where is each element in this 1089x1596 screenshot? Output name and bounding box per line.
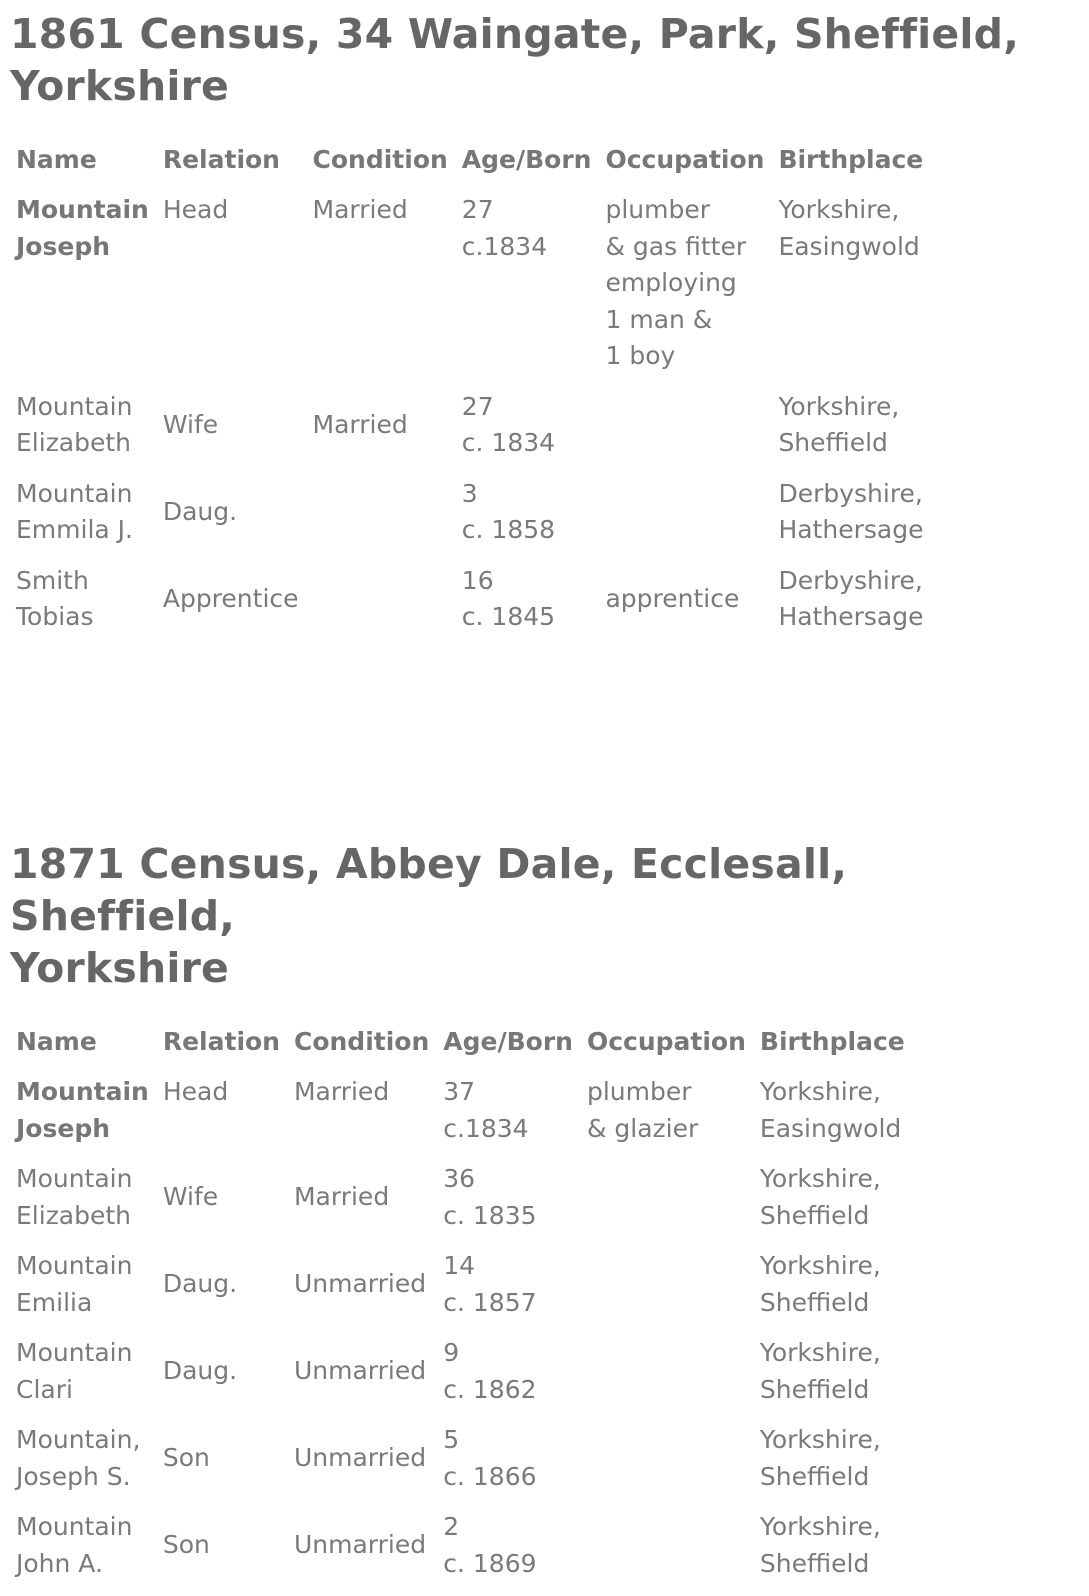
age-born-cell — [443, 1422, 587, 1509]
name-cell-line: Tobias — [16, 602, 94, 631]
table-row — [16, 1248, 919, 1335]
age-born-cell-line: 27 — [461, 391, 494, 421]
birthplace-cell-line: Easingwold — [778, 231, 920, 261]
table-row — [16, 1161, 919, 1248]
occupation-cell — [587, 1074, 760, 1161]
name-cell-line: Mountain — [16, 1077, 149, 1106]
birthplace-cell-line: Sheffield — [778, 428, 888, 457]
occupation-cell — [605, 192, 778, 389]
name-cell-line: Elizabeth — [16, 1200, 132, 1230]
birthplace-cell-line: Sheffield — [759, 1374, 870, 1404]
condition-cell: Unmarried — [293, 1269, 427, 1299]
relation-cell: Son — [162, 1530, 210, 1560]
age-born-cell-line: 3 — [461, 478, 478, 508]
name-cell-line: Smith — [16, 565, 89, 595]
name-cell — [16, 563, 163, 650]
name-cell-line: Mountain — [16, 1338, 133, 1367]
age-born-cell — [462, 476, 606, 563]
census-1861-section — [10, 8, 1080, 650]
table-row — [16, 563, 937, 650]
birthplace-cell-line: Yorkshire, — [778, 195, 900, 224]
age-born-cell — [443, 1509, 587, 1596]
age-born-cell — [443, 1161, 587, 1248]
birthplace-cell-line: Yorkshire, — [759, 1251, 881, 1280]
occupation-cell-line: apprentice — [605, 583, 740, 613]
birthplace-cell — [778, 476, 937, 563]
table-row — [16, 476, 937, 563]
age-born-cell — [443, 1248, 587, 1335]
birthplace-cell-line: Yorkshire, — [759, 1164, 881, 1193]
birthplace-cell-line: Yorkshire, — [759, 1512, 881, 1541]
name-cell-line: Mountain — [16, 195, 149, 224]
relation-cell: Head — [162, 195, 229, 224]
birthplace-cell — [760, 1248, 919, 1335]
birthplace-cell-line: Yorkshire, — [778, 391, 900, 421]
table-row — [16, 1074, 919, 1161]
birthplace-cell — [760, 1074, 919, 1161]
relation-cell: Daug. — [162, 1356, 238, 1386]
birthplace-cell-line: Yorkshire, — [759, 1425, 881, 1454]
occupation-cell-line: 1 man & — [605, 304, 713, 334]
occupation-cell-line: plumber — [586, 1077, 692, 1106]
census-1871-title — [10, 838, 1080, 994]
table-row — [16, 1422, 919, 1509]
occupation-cell-line: plumber — [605, 195, 711, 224]
age-born-cell-line: 2 — [443, 1512, 460, 1541]
age-born-cell-line: 16 — [461, 565, 494, 595]
age-born-cell-line: 37 — [443, 1077, 476, 1106]
occupation-cell-line: & gas fitter — [605, 231, 747, 261]
birthplace-cell — [760, 1335, 919, 1422]
condition-cell: Married — [293, 1182, 390, 1212]
birthplace-cell-line: Easingwold — [759, 1113, 902, 1143]
header-age-born: Age/Born — [443, 1027, 573, 1056]
age-born-cell — [462, 192, 606, 389]
age-born-cell-line: 14 — [443, 1251, 476, 1280]
census-1871-title-line2: Yorkshire — [10, 944, 230, 992]
birthplace-cell — [760, 1509, 919, 1596]
name-cell-line: Mountain — [16, 391, 133, 421]
age-born-cell — [462, 563, 606, 650]
table-header-row — [16, 1024, 919, 1074]
condition-cell — [313, 476, 462, 563]
name-cell-line: Mountain — [16, 478, 133, 508]
name-cell — [16, 1422, 163, 1509]
name-cell-line: Mountain — [16, 1251, 133, 1280]
header-name: Name — [16, 1027, 97, 1056]
name-cell — [16, 389, 163, 476]
table-row — [16, 192, 937, 389]
relation-cell: Son — [162, 1443, 210, 1473]
age-born-cell-line: c. 1858 — [461, 515, 556, 544]
occupation-cell — [605, 476, 778, 563]
header-birthplace: Birthplace — [759, 1027, 905, 1056]
birthplace-cell-line: Derbyshire, — [778, 565, 923, 595]
name-cell-line: Joseph — [16, 231, 111, 261]
table-row — [16, 389, 937, 476]
occupation-cell — [605, 563, 778, 650]
name-cell-line: Elizabeth — [16, 428, 132, 457]
birthplace-cell-line: Sheffield — [759, 1548, 870, 1578]
occupation-cell — [587, 1509, 760, 1596]
age-born-cell-line: c. 1835 — [443, 1200, 537, 1230]
occupation-cell — [587, 1335, 760, 1422]
name-cell-line: Joseph — [16, 1113, 111, 1143]
name-cell-line: Emilia — [16, 1287, 93, 1317]
name-cell — [16, 476, 163, 563]
birthplace-cell — [760, 1422, 919, 1509]
name-cell — [16, 1335, 163, 1422]
condition-cell: Unmarried — [293, 1530, 427, 1560]
age-born-cell-line: c. 1869 — [443, 1548, 537, 1578]
census-1871-section — [10, 838, 1080, 1596]
header-condition: Condition — [312, 145, 448, 174]
table-header-row — [16, 142, 937, 192]
name-cell — [16, 1509, 163, 1596]
name-cell-line: Mountain — [16, 1164, 133, 1193]
age-born-cell-line: 5 — [443, 1425, 460, 1454]
occupation-cell — [587, 1161, 760, 1248]
condition-cell: Unmarried — [293, 1356, 427, 1386]
occupation-cell-line: 1 boy — [605, 341, 676, 370]
census-1871-table — [16, 1024, 919, 1596]
name-cell — [16, 1074, 163, 1161]
birthplace-cell-line: Sheffield — [759, 1461, 870, 1491]
name-cell — [16, 192, 163, 389]
name-cell-line: John A. — [16, 1548, 103, 1578]
age-born-cell-line: 36 — [443, 1164, 476, 1193]
condition-cell: Married — [312, 409, 408, 439]
name-cell — [16, 1161, 163, 1248]
condition-cell: Married — [312, 195, 408, 224]
occupation-cell — [587, 1422, 760, 1509]
relation-cell: Daug. — [162, 496, 238, 526]
header-relation: Relation — [162, 145, 280, 174]
relation-cell: Wife — [162, 409, 219, 439]
header-birthplace: Birthplace — [778, 145, 924, 174]
condition-cell — [313, 563, 462, 650]
name-cell — [16, 1248, 163, 1335]
census-1861-title — [10, 8, 1080, 112]
header-name: Name — [16, 145, 97, 174]
table-row — [16, 1335, 919, 1422]
occupation-cell — [605, 389, 778, 476]
age-born-cell-line: c.1834 — [443, 1113, 529, 1143]
birthplace-cell — [778, 192, 937, 389]
birthplace-cell-line: Sheffield — [759, 1200, 870, 1230]
header-age-born: Age/Born — [461, 145, 592, 174]
census-1861-table — [16, 142, 937, 650]
name-cell-line: Emmila J. — [16, 515, 133, 544]
header-occupation: Occupation — [605, 145, 765, 174]
occupation-cell — [587, 1248, 760, 1335]
header-occupation: Occupation — [586, 1027, 746, 1056]
census-1861-title-line1: 1861 Census, 34 Waingate, Park, Sheffield, — [10, 10, 1019, 58]
age-born-cell — [462, 389, 606, 476]
age-born-cell — [443, 1074, 587, 1161]
birthplace-cell — [778, 389, 937, 476]
condition-cell: Married — [293, 1077, 390, 1106]
census-1871-title-line1: 1871 Census, Abbey Dale, Ecclesall, Sheffield, — [10, 840, 848, 940]
relation-cell: Wife — [162, 1182, 219, 1212]
name-cell-line: Mountain — [16, 1512, 133, 1541]
age-born-cell-line: 9 — [443, 1338, 460, 1367]
birthplace-cell — [778, 563, 937, 650]
relation-cell: Apprentice — [162, 583, 299, 613]
birthplace-cell-line: Derbyshire, — [778, 478, 923, 508]
birthplace-cell-line: Yorkshire, — [759, 1077, 881, 1106]
age-born-cell — [443, 1335, 587, 1422]
header-condition: Condition — [293, 1027, 430, 1056]
birthplace-cell-line: Hathersage — [778, 515, 924, 544]
occupation-cell-line: & glazier — [586, 1113, 699, 1143]
birthplace-cell-line: Hathersage — [778, 602, 924, 631]
birthplace-cell — [760, 1161, 919, 1248]
relation-cell: Head — [162, 1077, 229, 1106]
header-relation: Relation — [162, 1027, 280, 1056]
age-born-cell-line: c. 1857 — [443, 1287, 537, 1317]
name-cell-line: Joseph S. — [16, 1461, 131, 1491]
condition-cell: Unmarried — [293, 1443, 427, 1473]
age-born-cell-line: c.1834 — [461, 231, 548, 261]
census-1861-title-line2: Yorkshire — [10, 62, 230, 110]
birthplace-cell-line: Sheffield — [759, 1287, 870, 1317]
age-born-cell-line: c. 1862 — [443, 1374, 537, 1404]
age-born-cell-line: c. 1834 — [461, 428, 556, 457]
age-born-cell-line: 27 — [461, 195, 494, 224]
relation-cell: Daug. — [162, 1269, 238, 1299]
table-row — [16, 1509, 919, 1596]
birthplace-cell-line: Yorkshire, — [759, 1338, 881, 1367]
age-born-cell-line: c. 1845 — [461, 602, 556, 631]
age-born-cell-line: c. 1866 — [443, 1461, 537, 1491]
name-cell-line: Mountain, — [16, 1425, 141, 1454]
occupation-cell-line: employing — [605, 268, 737, 297]
name-cell-line: Clari — [16, 1374, 73, 1404]
